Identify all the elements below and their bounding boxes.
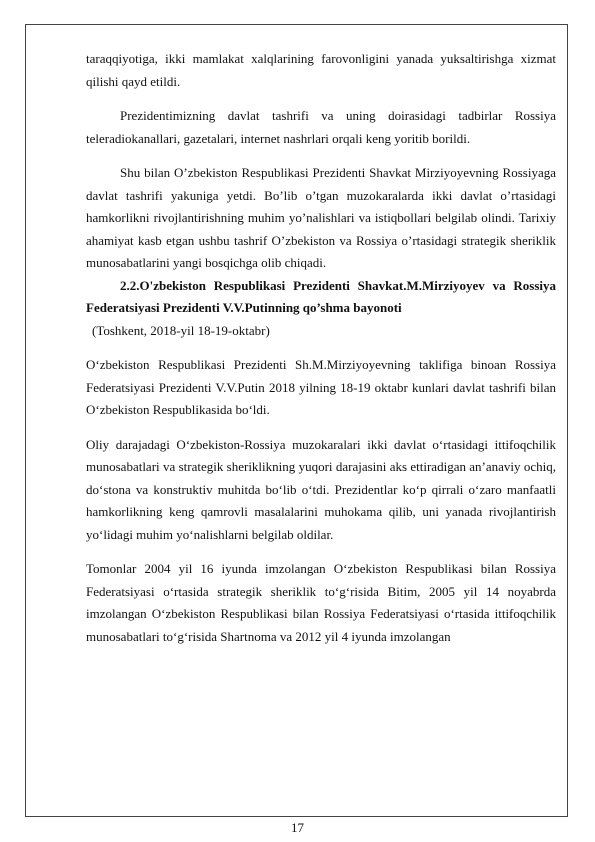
paragraph-media-coverage: Prezidentimizning davlat tashrifi va uning doirasidagi tadbirlar Rossiya teleradiokanallari, gazetalari, internet nashrlari orqali keng yoritib borildi. [86, 108, 556, 146]
paragraph-visit-conclusion: Shu bilan O’zbekiston Respublikasi Prezidenti Shavkat Mirziyoyevning Rossiyaga davlat tashrifi yakuniga yetdi. Bo’lib o’tgan muzokaralarda ikki davlat o’rtasidagi hamkorlikni rivojlantirishning muhim yo’nalishlari va istiqbollari belgilab olindi. Tarixiy ahamiyat kasb etgan ushbu tashrif O’zbekiston va Rossiya o’rtasidagi strategik sheriklik munosabatlarini yangi bosqichga olib chiqadi. [86, 165, 556, 270]
document-body [86, 48, 556, 648]
section-heading: 2.2.O'zbekiston Respublikasi Prezidenti Shavkat.M.Mirziyoyev va Rossiya Federatsiyasi Prezidenti V.V.Putinning qo’shma bayonoti [86, 277, 556, 315]
section-date: (Toshkent, 2018-yil 18-19-oktabr) [92, 322, 270, 338]
paragraph-continuation: taraqqiyotiga, ikki mamlakat xalqlarining farovonligini yanada yuksaltirishga xizmat qilishi qayd etildi. [86, 51, 556, 89]
paragraph-agreements: Tomonlar 2004 yil 16 iyunda imzolangan O‘zbekiston Respublikasi bilan Rossiya Federatsiyasi o‘rtasida strategik sheriklik to‘g‘risida Bitim, 2005 yil 14 noyabrda imzolangan O‘zbekiston Respublikasi bilan Rossiya Federatsiyasi o‘rtasida ittifoqchilik munosabatlari to‘g‘risida Shartnoma va 2012 yil 4 iyunda imzolangan [86, 561, 556, 644]
page-number: 17 [291, 820, 304, 835]
paragraph-visit-intro: O‘zbekiston Respublikasi Prezidenti Sh.M.Mirziyoyevning taklifiga binoan Rossiya Federatsiyasi Prezidenti V.V.Putin 2018 yilning 18-19 oktabr kunlari davlat tashrifi bilan O‘zbekiston Respublikasida bo‘ldi. [86, 357, 556, 417]
paragraph-negotiations: Oliy darajadagi O‘zbekiston-Rossiya muzokaralari ikki davlat o‘rtasidagi ittifoqchilik munosabatlari va strategik sheriklikning yuqori darajasini aks ettiradigan an’anaviy ochiq, do‘stona va konstruktiv muhitda bo‘lib o‘tdi. Prezidentlar ko‘p qirrali o‘zaro manfaatli hamkorlikning keng qamrovli masalalarini muhokama qilib, uni yanada rivojlantirish yo‘lidagi muhim yo‘nalishlarni belgilab oldilar. [86, 436, 556, 542]
